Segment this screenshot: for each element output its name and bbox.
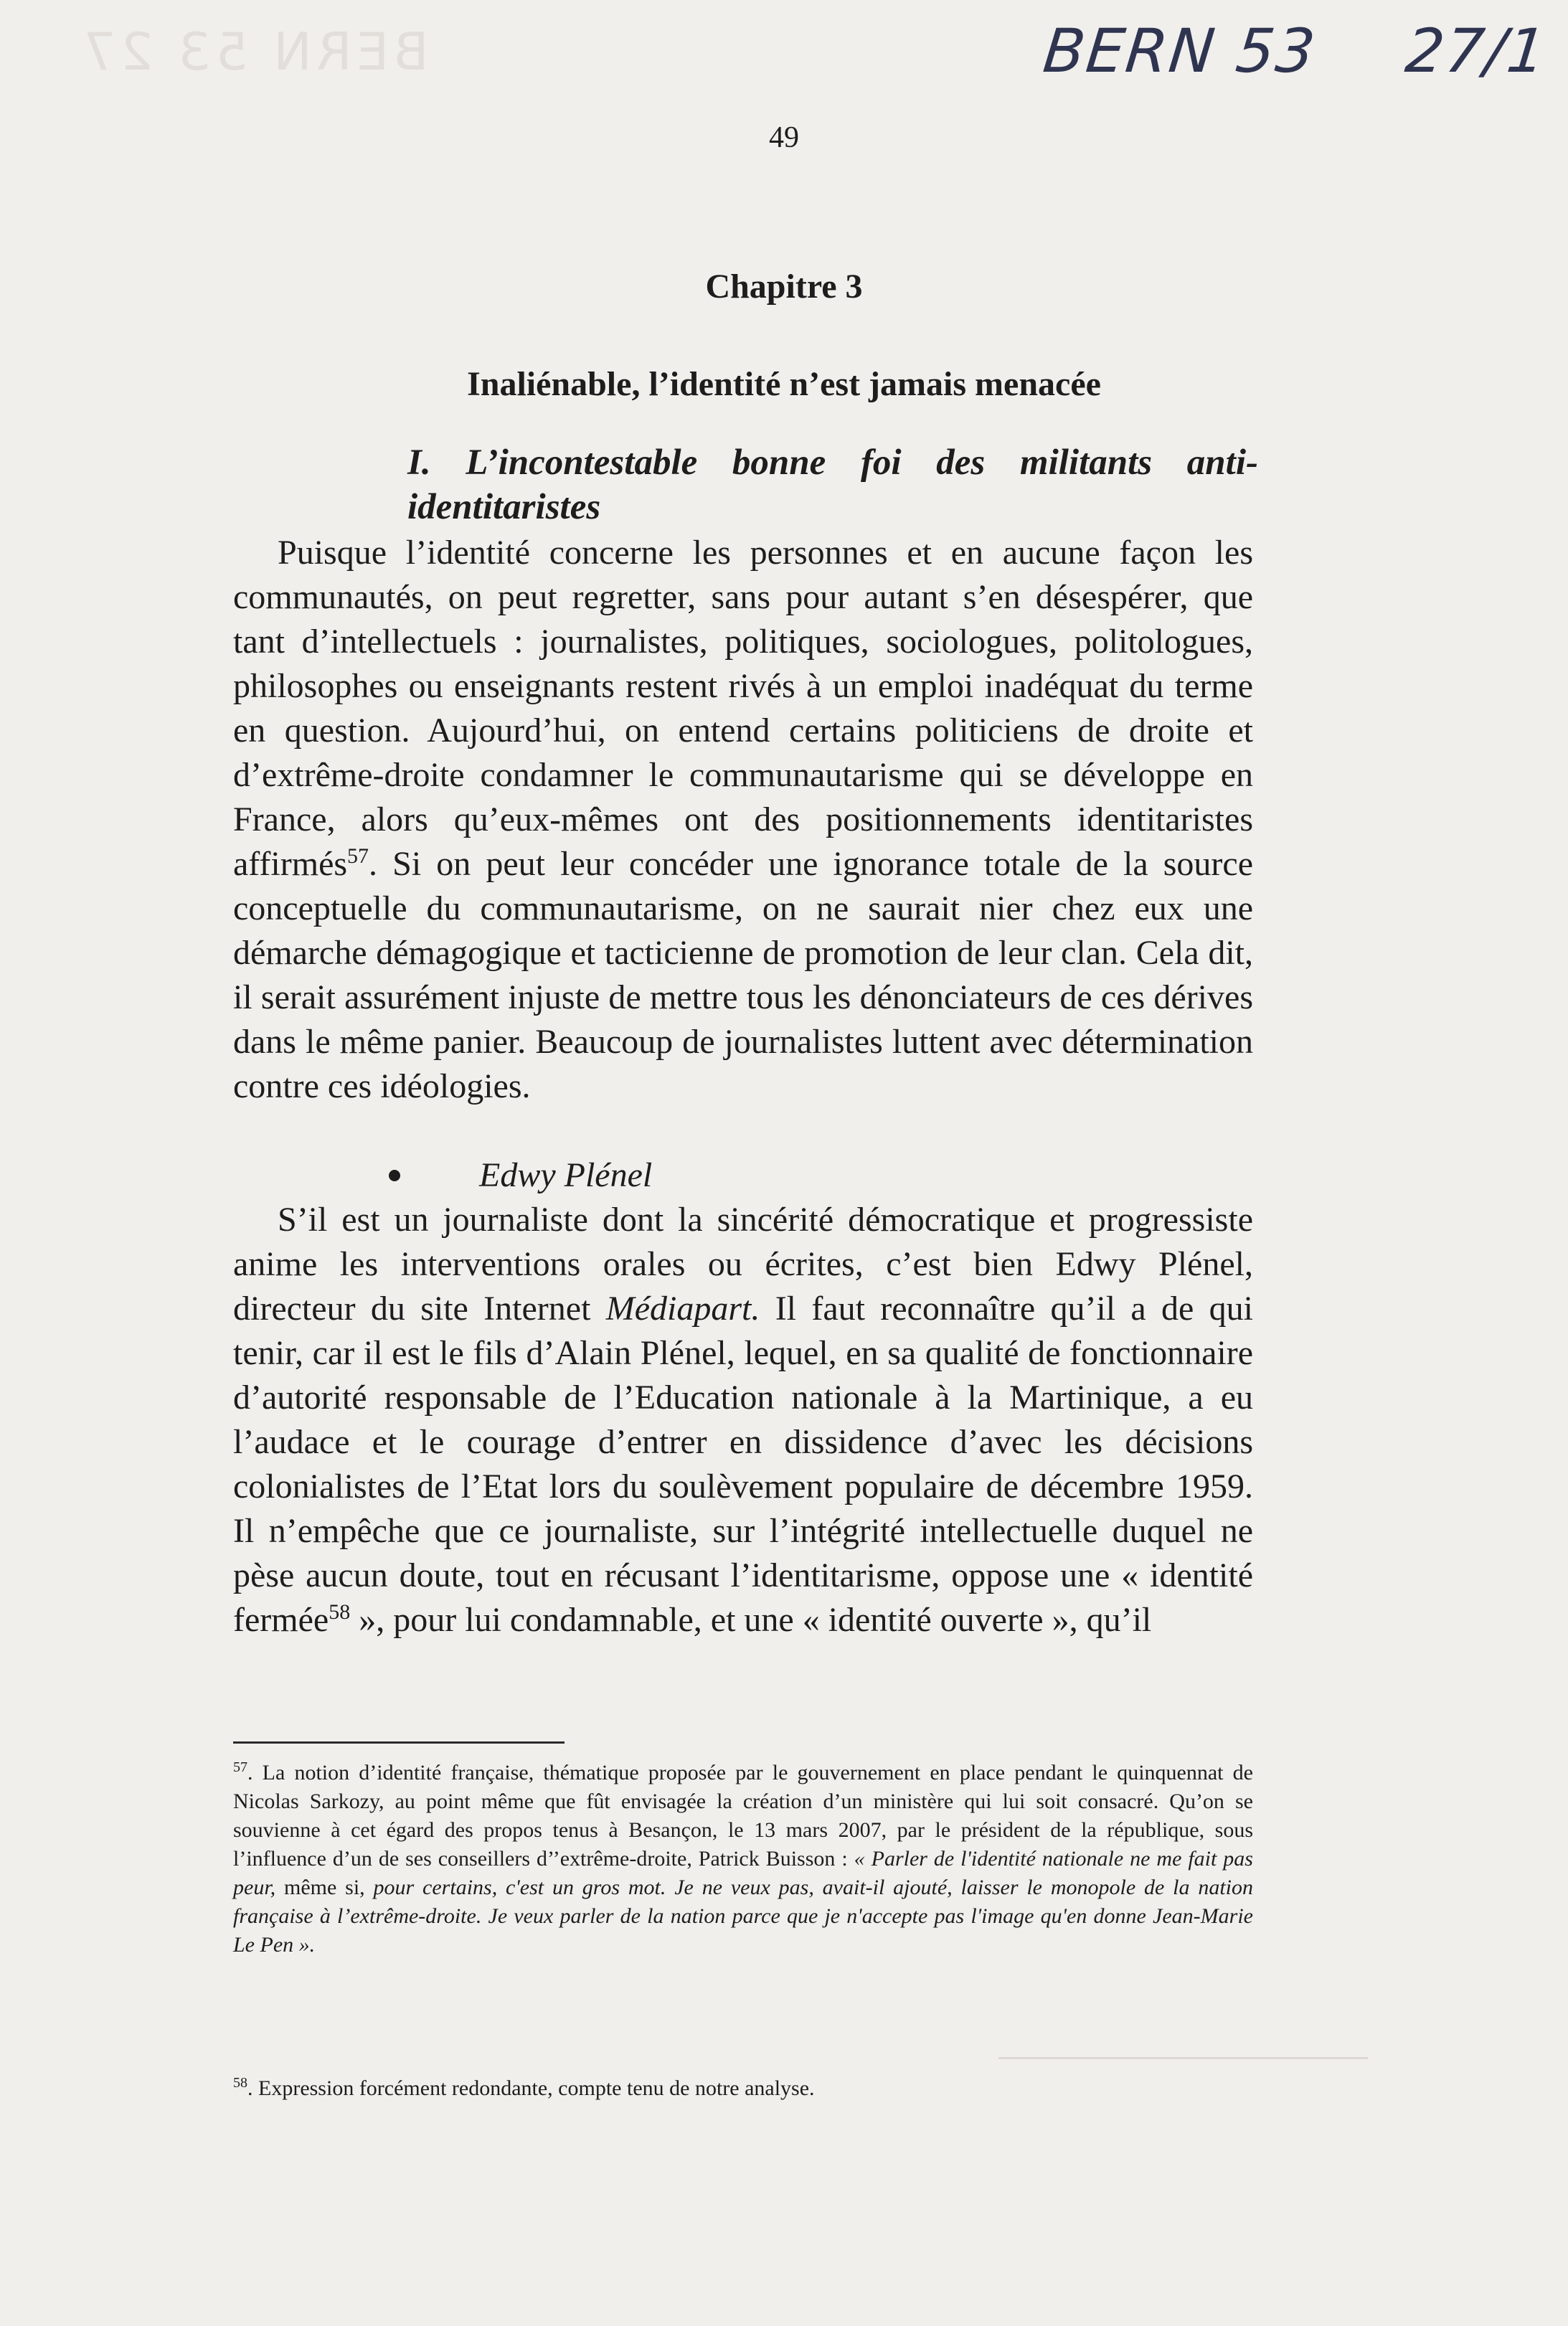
footnote-58-number: 58 <box>233 2075 247 2091</box>
footnote-57-text-b: même si, <box>275 1876 374 1899</box>
page-number: 49 <box>769 121 799 154</box>
paragraph-plenel-text-b: Il faut reconnaître qu’il a de qui tenir, car il est le fils d’Alain Plénel, lequel, en sa qualité de fonctionnaire d’autorité responsable de l’Education nationale à la Martinique, a eu l’audace et le courage d’entrer en dissidence d’avec les décisions colonialistes de l’Etat lors du soulèvement populaire de décembre 1959. Il n’empêche que ce journaliste, sur l’intégrité intellectuelle duquel ne pèse aucun doute, tout en récusant l’identitarisme, oppose une « identité fermée <box>233 1290 1253 1639</box>
section-heading: I. L’incontestable bonne foi des militants anti- <box>407 443 1258 483</box>
footnote-57-quote-a: « Parler de l'identité nationale ne me fait pas peur, <box>233 1847 1253 1899</box>
paragraph-plenel-text-a: S’il est un journaliste dont la sincérité démocratique et progressiste anime les interventions orales ou écrites, c’est bien Edwy Plénel, directeur du site Internet <box>233 1201 1253 1328</box>
bleed-through-mark: BERN 53 27 <box>79 22 429 82</box>
bullet-item <box>389 1153 652 1198</box>
bullet-dot-icon <box>389 1170 400 1181</box>
chapter-subtitle: Inaliénable, l’identité n’est jamais menacée <box>467 365 1101 403</box>
footnote-58-text: . Expression forcément redondante, compte tenu de notre analyse. <box>247 2076 815 2100</box>
footnote-separator <box>233 1741 565 1744</box>
footnote-57-quote-b: pour certains, c'est un gros mot. Je ne veux pas, avait-il ajouté, laisser le monopole de la nation française à l’extrême-droite. Je veux parler de la nation parce que je n'accepte pas l'image qu'en donne Jean-Marie Le Pen ». <box>233 1876 1254 1957</box>
footnote-ref-57: 57 <box>347 844 369 868</box>
section-heading-continued: identitaristes <box>407 487 601 527</box>
bleed-through-rule <box>998 2057 1368 2059</box>
site-name: Médiapart. <box>605 1290 760 1328</box>
chapter-title: Chapitre 3 <box>705 268 863 306</box>
footnote-57-number: 57 <box>233 1759 247 1775</box>
paragraph-plenel <box>233 1198 1253 1642</box>
footnote-ref-58: 58 <box>329 1600 351 1624</box>
footnote-58 <box>233 2074 1253 2103</box>
paragraph-intro <box>233 531 1253 1109</box>
paragraph-plenel-text-c: », pour lui condamnable, et une « identité ouverte », qu’il <box>350 1601 1152 1639</box>
paragraph-intro-text-b: . Si on peut leur concéder une ignorance totale de la source conceptuelle du communautarisme, on ne saurait nier chez eux une démarche démagogique et tacticienne de promotion de leur clan. Cela dit, il serait assurément injuste de mettre tous les dénonciateurs de ces dérives dans le même panier. Beaucoup de journalistes luttent avec détermination contre ces idéologies. <box>233 845 1253 1105</box>
archive-stamp-right: 27/1 <box>1402 16 1551 86</box>
footnote-57-text-a: . La notion d’identité française, thématique proposée par le gouvernement en place pendant le quinquennat de Nicolas Sarkozy, au point même que fût envisagée la création d’un ministère qui lui soit consacré. Qu’on se souvienne à cet égard des propos tenus à Besançon, le 13 mars 2007, par le président de la république, sous l’influence d’un de ses conseillers d’’extrême-droite, Patrick Buisson : <box>233 1761 1253 1871</box>
footnote-57 <box>233 1759 1253 1959</box>
archive-stamp-left: BERN 53 <box>1039 16 1320 86</box>
paragraph-intro-text-a: Puisque l’identité concerne les personnes et en aucune façon les communautés, on peut regretter, sans pour autant s’en désespérer, que tant d’intellectuels : journalistes, politiques, sociologues, politologues, philosophes ou enseignants restent rivés à un emploi inadéquat du terme en question. Aujourd’hui, on entend certains politiciens de droite et d’extrême-droite condamner le communautarisme qui se développe en France, alors qu’eux-mêmes ont des positionnements identitaristes affirmés <box>233 534 1253 883</box>
bullet-item-name: Edwy Plénel <box>479 1156 653 1194</box>
